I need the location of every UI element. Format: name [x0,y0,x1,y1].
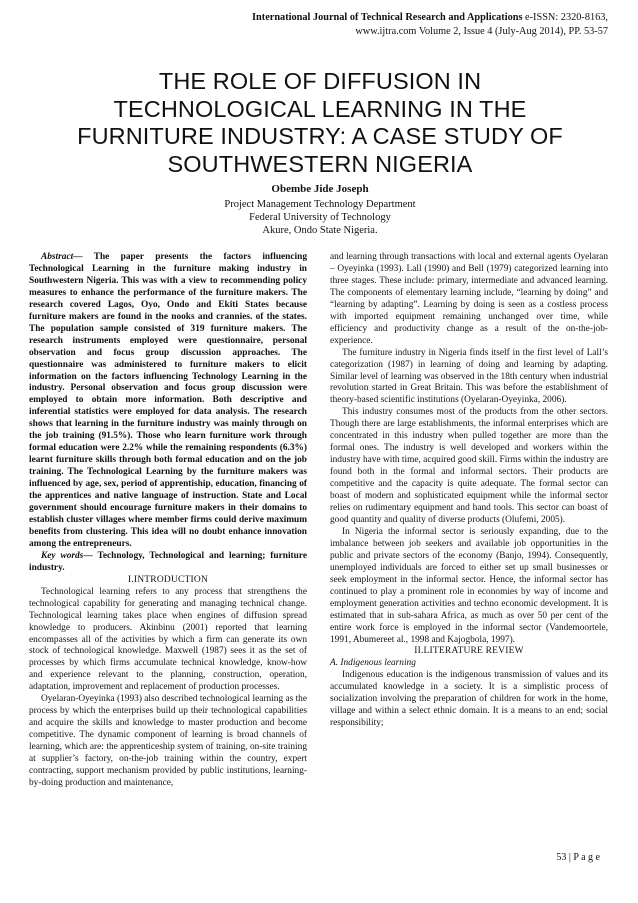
journal-issn: e-ISSN: 2320-8163, [522,12,608,23]
right-paragraph-2: The furniture industry in Nigeria finds itself in the first level of Lall’s categorization (1987) in learning of doing and learning by adapting. Similar level of learning was observed in the 18th century when industrial revolution started in Great Britain. This was before the establishment of theory-based scientific institutions (Oyelaran-Oyeyinka, 2006). [330,347,608,406]
paper-title [30,68,610,178]
journal-name: International Journal of Technical Research and Applications [252,12,523,23]
title-line-4: SOUTHWESTERN NIGERIA [167,150,473,177]
author-name: Obembe Jide Joseph [271,183,369,195]
page-number: 53 | P a g e [556,852,600,863]
right-paragraph-3: This industry consumes most of the products from the other sectors. Though there are large establishments, the informal enterprises which are concentrated in this industry when pulled together are more than the formal ones. The industry is well developed and workers within the industry have with time, acquired good skill. Firms within the industry are found both in the formal and informal sectors. Their products are competitive and the capacity is quite adequate. The formal sector can boast of modern and sophisticated equipment while the informal sector relies on rudimentary equipment and hand tools. This sector can boast of good quantity and quality of diverse products (Olufemi, 2005). [330,407,608,525]
journal-header [88,11,608,38]
title-line-3: FURNITURE INDUSTRY: A CASE STUDY OF [77,123,563,150]
author-university: Federal University of Technology [249,212,391,223]
journal-volume: www.ijtra.com Volume 2, Issue 4 (July-Aug 2014), PP. 53-57 [355,25,608,37]
left-column [29,252,307,790]
literature-heading: II.LITERATURE REVIEW [414,646,524,657]
title-line-1: THE ROLE OF DIFFUSION IN [158,68,482,94]
author-department: Project Management Technology Department [224,199,416,210]
literature-subheading: A. Indigenous learning [330,658,416,669]
keywords [29,551,307,575]
abstract [29,252,307,551]
right-paragraph-4: In Nigeria the informal sector is seriously expanding, due to the imbalance between job seekers and available job opportunities in the public and private sectors of the economy (Banjo, 1994). Consequently, unemployed individuals are forced to either set up small businesses or seek employment in the informal sector. Hence, the informal sector has continued to play a prominent role in economies by way of income and employment generation activities and techno economic development. It is estimated that in sub-sahara Africa, as much as over 50 per cent of the entire work force is employed in the informal sector (Vandemoortele, 1991, Abumereet al., 1998 and Kajogbola, 1997). [330,526,608,645]
abstract-label: Abstract [41,252,74,262]
literature-paragraph-1: Indigenous education is the indigenous transmission of values and its accumulated knowledge in a society. It is a simplistic process of socialization involving the preparation of children for work in the home, village and within a select ethnic domain. It is a means to an end; social responsibility; [330,670,608,729]
title-line-2: TECHNOLOGICAL LEARNING IN THE [113,95,527,122]
keywords-label: Key words [41,550,84,561]
author-location: Akure, Ondo State Nigeria. [262,225,378,236]
intro-paragraph-1: Technological learning refers to any process that strengthens the technological capability for generating and managing technical change. Technological learning takes place when engines of diffusion spread knowledge to producers. Akinbinu (2001) reported that learning encompasses all of the activities by which a firm can generate its own stock of technological knowledge. Maxwell (1987) sees it as the set of processes by which firms accumulate technical knowledge, know-how and experience relevant to the planning, construction, operation, adaptation, improvement and replacement of production processes. [29,586,307,693]
intro-heading: I.INTRODUCTION [127,574,209,585]
right-paragraph-1: and learning through transactions with local and external agents Oyelaran – Oyeyinka (1993). Lall (1990) and Bell (1979) categorized learning into three stages. These include: primary, intermediate and advanced learning. The components of elementary learning include, “learning by doing” and “learning by adapting”. Learning by doing is seen as a costless process with imported equipment remaining unchanged over time, while efficiency and productivity change as a result of the on-the-job-experience. [330,252,608,346]
abstract-text: — The paper presents the factors influencing Technological Learning in the furniture making industry in Southwestern Nigeria. This was with a view to recommending policy measures to enhance the performance of the furniture makers. The research covered Lagos, Oyo, Ondo and Ekiti States because furniture makers are found in the nooks and crannies. of the states. The population sample consisted of 319 furniture makers. The research instruments employed were questionnaire, personal observation and focus group discussion approaches. The questionnaire was administered to furniture makers to elicit information on the factors influencing Technology Learning in the industry. Personal observation and focus group discussion were employed to obtain more information. Both descriptive and inferential statistics were employed for data analysis. The research shows that learning in the furniture industry was mainly through on the job training (91.5%). Those who learn furniture work through formal education were 2.2% while the remaining respondents (6.3%) learnt furniture skills through both formal education and on the job training. The Technological Learning by the furniture makers was influenced by age, sex, period of apprentiship, education, financing of the apprentices and native language of instruction. State and Local government should encourage furniture makers in their domains to establish cluster villages where member firms could derive maximum benefits from clustering. This idea will no doubt enhance innovation among the entrepreneurs. [29,252,307,549]
right-column [330,252,608,730]
keywords-text: — Technology, Technological and learning; furniture industry. [29,550,307,573]
intro-paragraph-2: Oyelaran-Oyeyinka (1993) also described technological learning as the process by which the enterprises build up their technological capabilities and acquire the skills and knowledge to master production and become competitive. The dynamic component of learning is broad channels of learning, which are: the apprenticeship system of training, on-site training at supplier’s factory, on-the-job training within the country, expert contracting, support mechanism provided by public institutions, learning-by-doing production and maintenance, [29,694,307,788]
